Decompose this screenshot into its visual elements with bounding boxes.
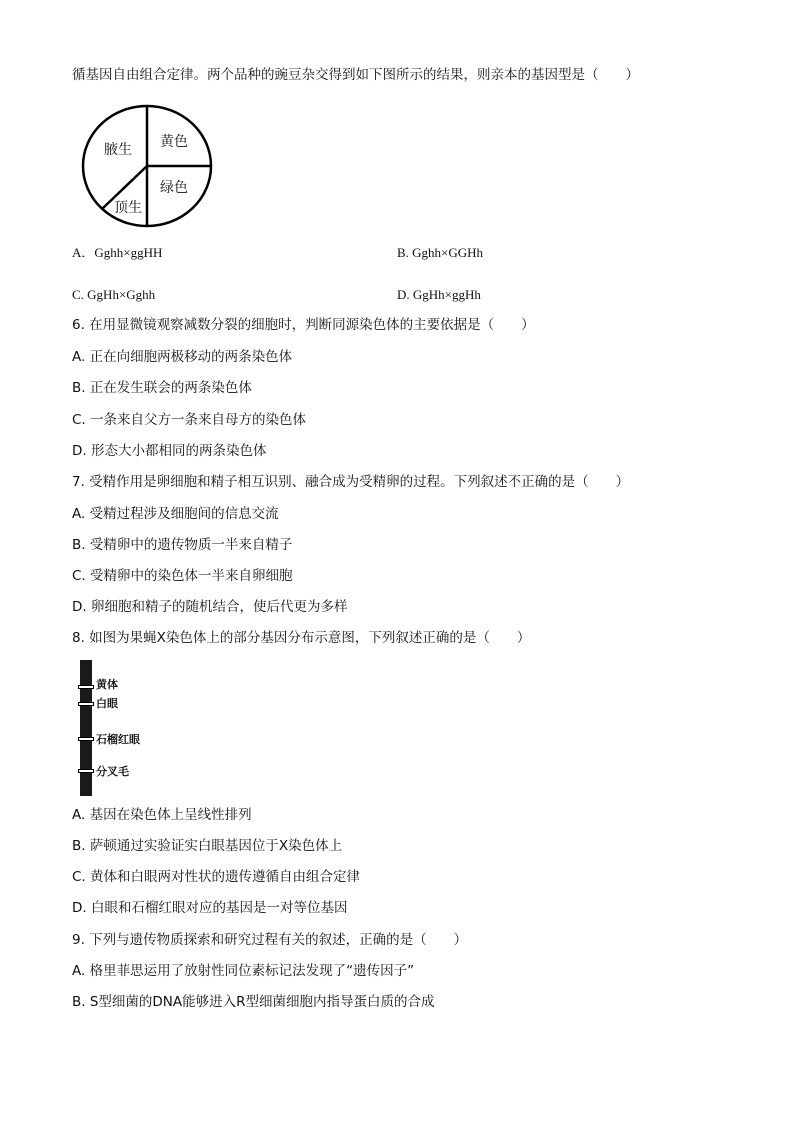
gene-label-forked-bristle: 分叉毛 (96, 765, 129, 778)
q6-option-b: B. 正在发生联会的两条染色体 (72, 380, 252, 396)
gene-label-yellow-body: 黄体 (96, 678, 118, 691)
gene-band-4 (78, 769, 94, 773)
pie-label-yellow: 黄色 (160, 134, 188, 150)
q5-option-d: D. GgHh×ggHh (397, 287, 481, 302)
q6-option-a: A. 正在向细胞两极移动的两条染色体 (72, 349, 293, 365)
q7-option-d: D. 卵细胞和精子的随机结合，使后代更为多样 (72, 599, 348, 615)
q5-option-c: C. GgHh×Gghh (72, 287, 156, 302)
q8-option-b: B. 萨顿通过实验证实白眼基因位于X染色体上 (72, 838, 343, 854)
q9-option-a: A. 格里菲思运用了放射性同位素标记法发现了“遗传因子” (72, 963, 415, 979)
gene-label-white-eye: 白眼 (96, 697, 118, 710)
q5-stem: 循基因自由组合定律。两个品种的豌豆杂交得到如下图所示的结果，则亲本的基因型是（ ） (72, 67, 639, 83)
q5-option-a: A．Gghh×ggHH (72, 245, 163, 260)
q9-option-b: B. S型细菌的DNA能够进入R型细菌细胞内指导蛋白质的合成 (72, 994, 435, 1010)
q7-option-c: C. 受精卵中的染色体一半来自卵细胞 (72, 568, 293, 584)
pie-label-axil: 腋生 (104, 142, 132, 158)
q7-option-b: B. 受精卵中的遗传物质一半来自精子 (72, 537, 293, 553)
q6-option-d: D. 形态大小都相同的两条染色体 (72, 443, 267, 459)
q5-option-b: B. Gghh×GGHh (397, 245, 484, 260)
q9-stem: 9. 下列与遗传物质探索和研究过程有关的叙述，正确的是（ ） (72, 932, 468, 948)
gene-band-3 (78, 737, 94, 741)
pie-label-green: 绿色 (160, 180, 188, 196)
q8-option-d: D. 白眼和石榴红眼对应的基因是一对等位基因 (72, 900, 348, 916)
q8-stem: 8. 如图为果蝇X染色体上的部分基因分布示意图，下列叙述正确的是（ ） (72, 630, 531, 646)
q6-stem: 6. 在用显微镜观察减数分裂的细胞时，判断同源染色体的主要依据是（ ） (72, 317, 535, 333)
x-chromosome-diagram (76, 660, 216, 798)
chromosome-bar (80, 660, 92, 796)
pie-svg (80, 103, 214, 229)
pie-label-top: 顶生 (114, 200, 142, 216)
gene-label-garnet-eye: 石榴红眼 (96, 733, 140, 746)
q7-stem: 7. 受精作用是卵细胞和精子相互识别、融合成为受精卵的过程。下列叙述不正确的是（ ） (72, 474, 630, 490)
q7-option-a: A. 受精过程涉及细胞间的信息交流 (72, 506, 279, 522)
q8-option-a: A. 基因在染色体上呈线性排列 (72, 807, 252, 823)
gene-band-2 (78, 702, 94, 706)
q8-option-c: C. 黄体和白眼两对性状的遗传遵循自由组合定律 (72, 869, 361, 885)
phenotype-pie-diagram (80, 103, 214, 229)
gene-band-1 (78, 685, 94, 689)
q6-option-c: C. 一条来自父方一条来自母方的染色体 (72, 412, 307, 428)
